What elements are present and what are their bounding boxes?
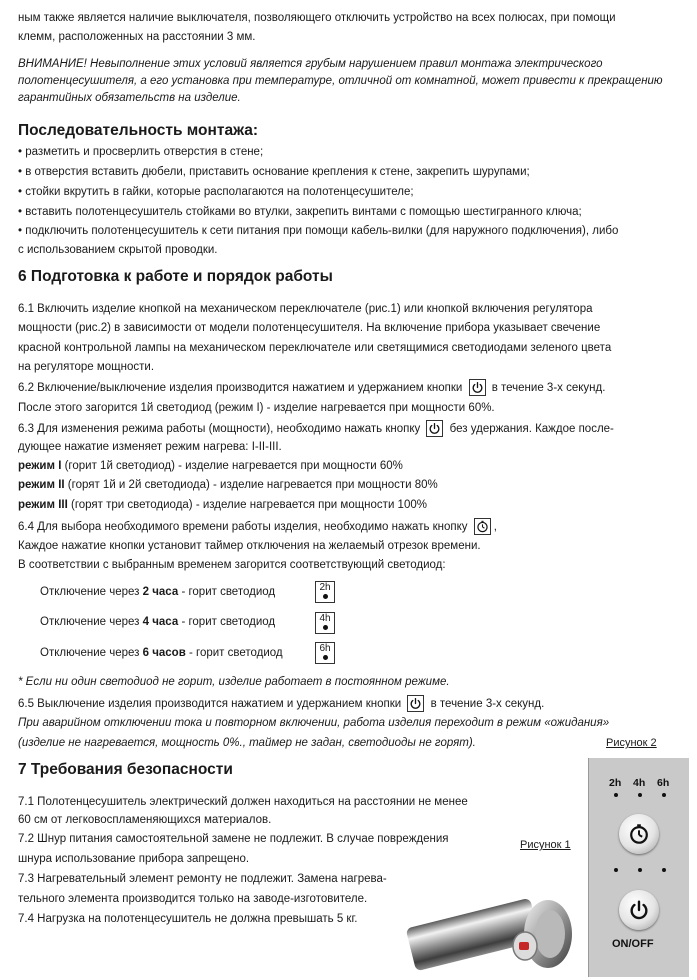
towel-warmer-switch-icon [400,860,582,977]
note-constant-mode: * Если ни один светодиод не горит, изделие работает в постоянном режиме. [18,676,450,688]
timer-row-pre: Отключение через [40,616,140,628]
mount-heading: Последовательность монтажа: [18,122,259,139]
figure-1-image [400,860,582,977]
warning-line-1: ВНИМАНИЕ! Невыполнение этих условий является грубым нарушением правил монтажа электрического [18,58,603,70]
timer-row-6h [40,647,283,659]
p6-1-line-1: 6.1 Включить изделие кнопкой на механическом переключателе (рис.1) или кнопкой включения регулятора [18,303,593,315]
power-button-icon [407,695,424,712]
p7-4-line: 7.4 Нагрузка на полотенцесушитель не должна превышать 5 кг. [18,913,358,925]
mode-1-label: режим I [18,460,62,472]
p7-1-line-2: 60 см от легковоспламеняющихся материалов. [18,814,272,826]
timer-row-post: - горит светодиод [188,647,283,659]
timer-row-value: 2 часа [142,586,179,598]
p6-2-line-2: После этого загорится 1й светодиод (режим I) - изделие нагревается при мощности 60%. [18,402,495,414]
mode-led-2 [638,868,642,872]
p6-1-line-3: красной контрольной лампы на механическом переключателе или светящимися светодиодами зеленого цвета [18,342,612,354]
note-emergency-1: При аварийном отключении тока и повторном включении, работа изделия переходит в режим «ожидания» [18,717,610,729]
timer-row-value: 4 часа [142,616,179,628]
led-indicator-6h [315,642,335,664]
led-indicator-4h [315,612,335,634]
timer-icon [628,823,650,845]
mode-1-line [18,459,403,473]
intro-line-2: клемм, расположенных на расстоянии 3 мм. [18,31,256,43]
mount-bullet-3: • стойки вкрутить в гайки, которые располагаются на полотенцесушителе; [18,186,414,198]
timer-row-pre: Отключение через [40,647,140,659]
p7-3-line-1: 7.3 Нагревательный элемент ремонту не подлежит. Замена нагрева- [18,873,387,885]
p7-2-line-1: 7.2 Шнур питания самостоятельной замене не подлежит. В случае повреждения [18,833,449,845]
p6-4-text: 6.4 Для выбора необходимого времени работы изделия, необходимо нажать кнопку [18,521,468,533]
p6-2-text-post: в течение 3-х секунд. [491,382,606,394]
mount-bullet-1: • разметить и просверлить отверстия в стене; [18,146,264,158]
section-6-heading: 6 Подготовка к работе и порядок работы [18,268,333,285]
timer-button[interactable] [619,814,659,854]
mode-3-text: (горят три светодиода) - изделие нагревается при мощности 100% [70,499,427,511]
p7-3-line-2: тельного элемента производится только на заводе-изготовителе. [18,893,368,905]
timer-led-4h [638,793,642,797]
note-emergency-2: (изделие не нагревается, мощность 0%., таймер не задан, светодиоды не горят). [18,737,476,749]
p6-5-text: 6.5 Выключение изделия производится нажатием и удержанием кнопки [18,698,402,710]
panel-label-4h: 4h [633,777,646,789]
warning-line-2: полотенцесушителя, а его установка при температуре, отличной от комнатной, может привести к прекращению [18,75,663,87]
power-button-icon [469,379,486,396]
warning-line-3: гарантийных обязательств на изделие. [18,92,241,104]
p6-5-text-post: в течение 3-х секунд. [430,698,545,710]
p6-4-line-3: В соответствии с выбранным временем загорится соответствующий светодиод: [18,559,446,571]
figure-2-control-panel [588,758,689,977]
mode-2-text: (горят 1й и 2й светодиода) - изделие нагревается при мощности 80% [67,479,438,491]
led-dot-icon [323,594,328,599]
p6-2-text: 6.2 Включение/выключение изделия производится нажатием и удержанием кнопки [18,382,463,394]
led-label: 6h [319,643,331,654]
p6-5-line [18,695,544,712]
panel-label-onoff: ON/OFF [612,938,654,950]
mode-led-3 [662,868,666,872]
power-button-icon [426,420,443,437]
timer-row-2h [40,586,275,598]
figure-2-caption: Рисунок 2 [606,737,657,749]
led-label: 2h [319,582,331,593]
power-button[interactable] [619,890,659,930]
led-label: 4h [319,613,331,624]
mode-2-label: режим II [18,479,65,491]
led-dot-icon [323,625,328,630]
p7-2-line-2: шнура использование прибора запрещено. [18,853,250,865]
p6-3-text: 6.3 Для изменения режима работы (мощности), необходимо нажать кнопку [18,423,421,435]
p7-1-line-1: 7.1 Полотенцесушитель электрический должен находиться на расстоянии не менее [18,796,468,808]
p6-3-line-1 [18,420,614,437]
intro-line-1: ным также является наличие выключателя, позволяющего отключить устройство на всех полюсах, при помощи [18,12,616,24]
p6-1-line-2: мощности (рис.2) в зависимости от модели полотенцесушителя. На включение прибора указывает свечение [18,322,601,334]
mode-2-line [18,478,438,492]
panel-label-2h: 2h [609,777,622,789]
timer-led-2h [614,793,618,797]
mount-bullet-2: • в отверстия вставить дюбели, приставить основание крепления к стене, закрепить шурупами; [18,166,530,178]
mount-bullet-5: • подключить полотенцесушитель к сети питания при помощи кабель-вилки (для наружного подключения), либо [18,225,619,237]
timer-row-pre: Отключение через [40,586,140,598]
timer-row-post: - горит светодиод [181,616,276,628]
power-icon [628,899,650,921]
led-indicator-2h [315,581,335,603]
timer-row-value: 6 часов [142,647,186,659]
timer-row-4h [40,616,275,628]
section-7-heading: 7 Требования безопасности [18,761,233,778]
p6-3-text-post: без удержания. Каждое после- [449,423,614,435]
timer-row-post: - горит светодиод [181,586,276,598]
p6-4-text-post: , [493,521,497,533]
p6-2-line-1 [18,379,605,396]
p6-4-line-1 [18,518,497,535]
mode-3-line [18,498,427,512]
figure-1-caption: Рисунок 1 [520,839,571,851]
p6-4-line-2: Каждое нажатие кнопки установит таймер отключения на желаемый отрезок времени. [18,540,481,552]
timer-led-6h [662,793,666,797]
mount-bullet-5-cont: с использованием скрытой проводки. [18,244,218,256]
mode-led-1 [614,868,618,872]
panel-label-6h: 6h [657,777,670,789]
mount-bullet-4: • вставить полотенцесушитель стойками во втулки, закрепить винтами с помощью шестигранного ключа; [18,206,582,218]
timer-button-icon [474,518,491,535]
led-dot-icon [323,655,328,660]
p6-3-line-2: дующее нажатие изменяет режим нагрева: I-II-III. [18,441,282,453]
mode-1-text: (горит 1й светодиод) - изделие нагревается при мощности 60% [64,460,403,472]
mode-3-label: режим III [18,499,68,511]
p6-1-line-4: на регуляторе мощности. [18,361,155,373]
